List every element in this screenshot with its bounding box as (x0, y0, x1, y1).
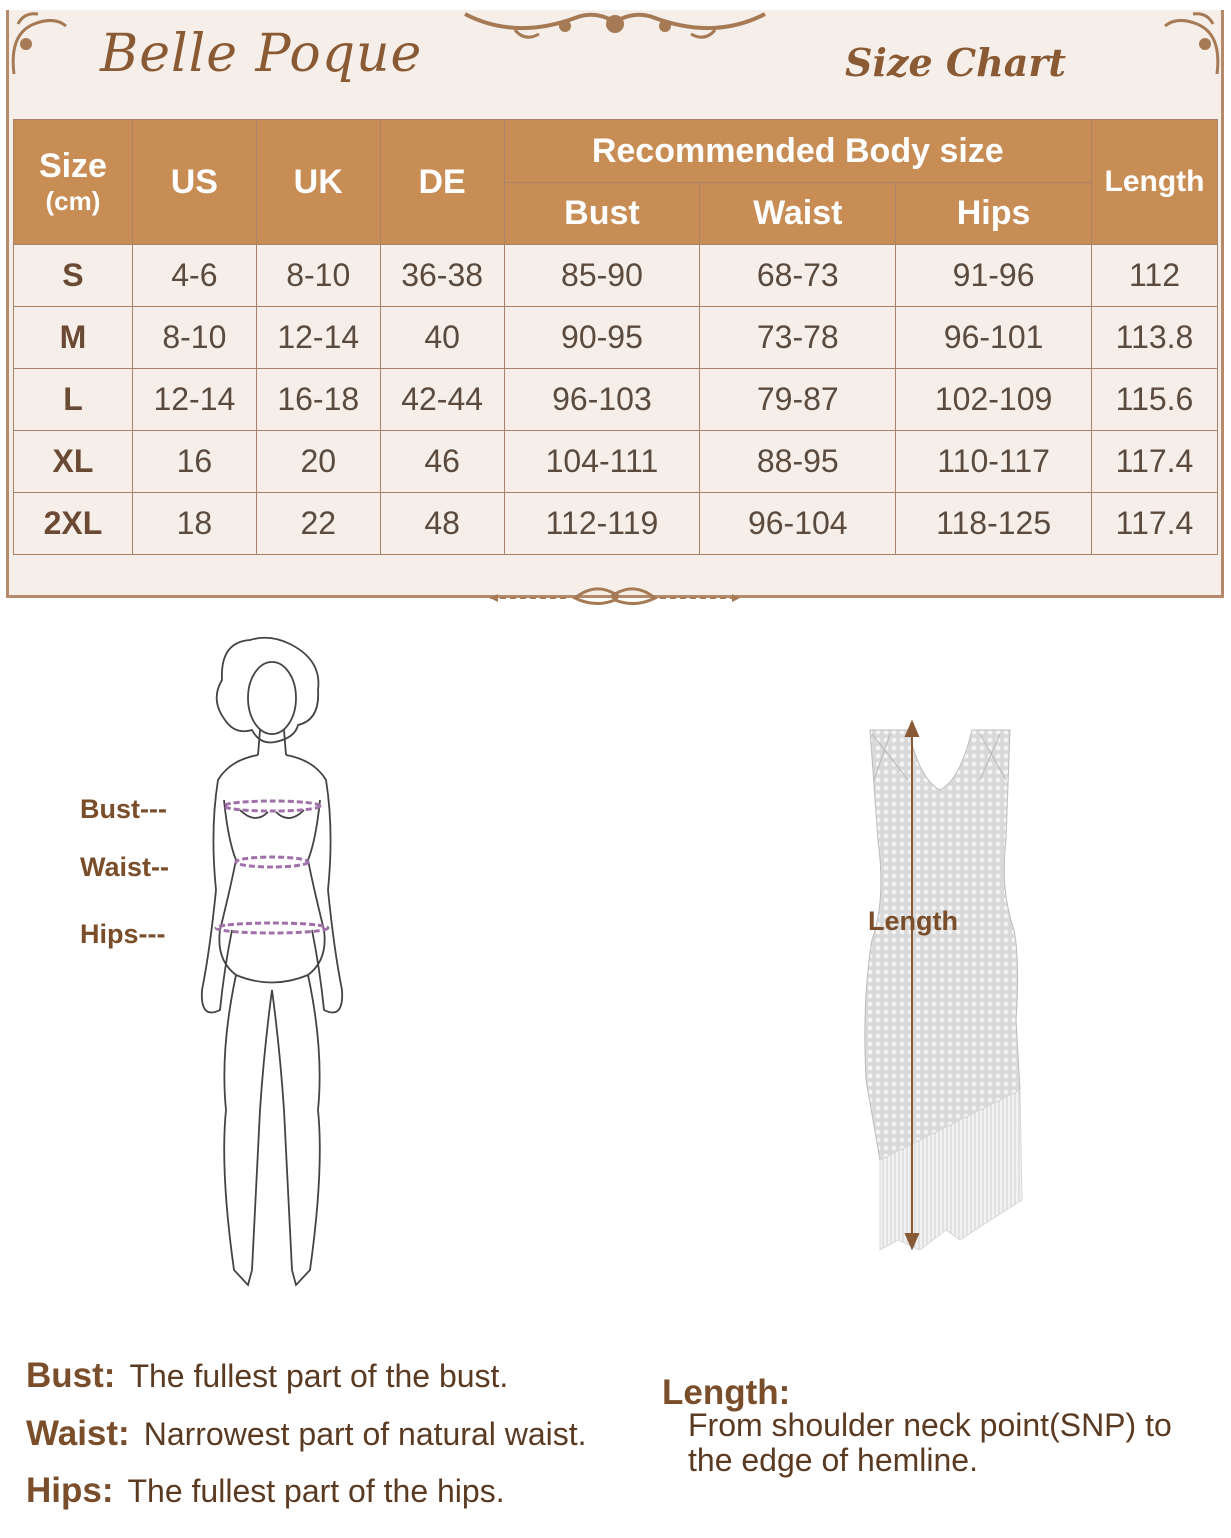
cell-size: S (14, 245, 133, 307)
table-row (14, 493, 1218, 555)
cell-uk: 8-10 (256, 245, 380, 307)
header-body-size-group: Recommended Body size (504, 120, 1091, 183)
cell-waist: 96-104 (700, 493, 896, 555)
definition-bust (26, 1356, 508, 1396)
definition-waist-term: Waist: (26, 1414, 130, 1453)
body-figure-illustration (180, 630, 370, 1295)
header-size-unit: (cm) (45, 186, 101, 216)
top-ornament-icon (455, 0, 775, 48)
definition-waist (26, 1414, 587, 1454)
definition-length-term: Length: (662, 1373, 791, 1412)
brand-logo: Belle Poque (100, 24, 423, 84)
cell-hips: 102-109 (896, 369, 1092, 431)
cell-de: 42-44 (380, 369, 504, 431)
definition-length-text: From shoulder neck point(SNP) to the edge of hemline. (688, 1407, 1172, 1478)
cell-hips: 96-101 (896, 307, 1092, 369)
cell-us: 8-10 (132, 307, 256, 369)
bottom-ornament-icon (480, 578, 750, 612)
cell-de: 48 (380, 493, 504, 555)
figure-label-hips: Hips--- (80, 919, 166, 949)
cell-waist: 68-73 (700, 245, 896, 307)
definition-waist-text: Narrowest part of natural waist. (143, 1416, 587, 1452)
header-hips: Hips (896, 183, 1092, 245)
header-size-label: Size (38, 147, 107, 185)
header-us: US (132, 120, 256, 245)
table-row (14, 369, 1218, 431)
cell-size: XL (14, 431, 133, 493)
corner-ornament-left-icon (4, 4, 74, 84)
cell-length: 117.4 (1092, 493, 1218, 555)
definition-hips (26, 1471, 505, 1511)
cell-bust: 112-119 (504, 493, 700, 555)
cell-uk: 16-18 (256, 369, 380, 431)
header-de: DE (380, 120, 504, 245)
header-waist: Waist (700, 183, 896, 245)
cell-uk: 20 (256, 431, 380, 493)
cell-hips: 118-125 (896, 493, 1092, 555)
figure-label-bust: Bust--- (80, 794, 167, 824)
cell-size: L (14, 369, 133, 431)
cell-de: 40 (380, 307, 504, 369)
header-uk: UK (256, 120, 380, 245)
definition-bust-term: Bust: (26, 1356, 116, 1395)
cell-uk: 12-14 (256, 307, 380, 369)
cell-size: M (14, 307, 133, 369)
header-bust: Bust (504, 183, 700, 245)
cell-size: 2XL (14, 493, 133, 555)
table-row (14, 307, 1218, 369)
definition-hips-term: Hips: (26, 1471, 114, 1510)
table-row (14, 431, 1218, 493)
cell-waist: 73-78 (700, 307, 896, 369)
cell-bust: 96-103 (504, 369, 700, 431)
definition-bust-text: The fullest part of the bust. (129, 1358, 509, 1394)
table-row (14, 245, 1218, 307)
chart-title: Size Chart (845, 40, 1066, 85)
figure-label-waist: Waist-- (80, 852, 169, 882)
cell-bust: 90-95 (504, 307, 700, 369)
cell-length: 117.4 (1092, 431, 1218, 493)
definition-hips-text: The fullest part of the hips. (127, 1473, 505, 1509)
cell-bust: 104-111 (504, 431, 700, 493)
cell-uk: 22 (256, 493, 380, 555)
cell-length: 113.8 (1092, 307, 1218, 369)
cell-us: 16 (132, 431, 256, 493)
cell-hips: 110-117 (896, 431, 1092, 493)
cell-us: 4-6 (132, 245, 256, 307)
header-size (14, 120, 133, 245)
cell-de: 36-38 (380, 245, 504, 307)
cell-waist: 79-87 (700, 369, 896, 431)
size-table (13, 119, 1218, 555)
cell-hips: 91-96 (896, 245, 1092, 307)
cell-us: 12-14 (132, 369, 256, 431)
cell-length: 115.6 (1092, 369, 1218, 431)
dress-illustration (850, 720, 1030, 1260)
header-length: Length (1092, 120, 1218, 245)
cell-us: 18 (132, 493, 256, 555)
dress-label-length: Length (868, 906, 958, 936)
cell-length: 112 (1092, 245, 1218, 307)
cell-waist: 88-95 (700, 431, 896, 493)
corner-ornament-right-icon (1157, 4, 1227, 84)
cell-bust: 85-90 (504, 245, 700, 307)
cell-de: 46 (380, 431, 504, 493)
